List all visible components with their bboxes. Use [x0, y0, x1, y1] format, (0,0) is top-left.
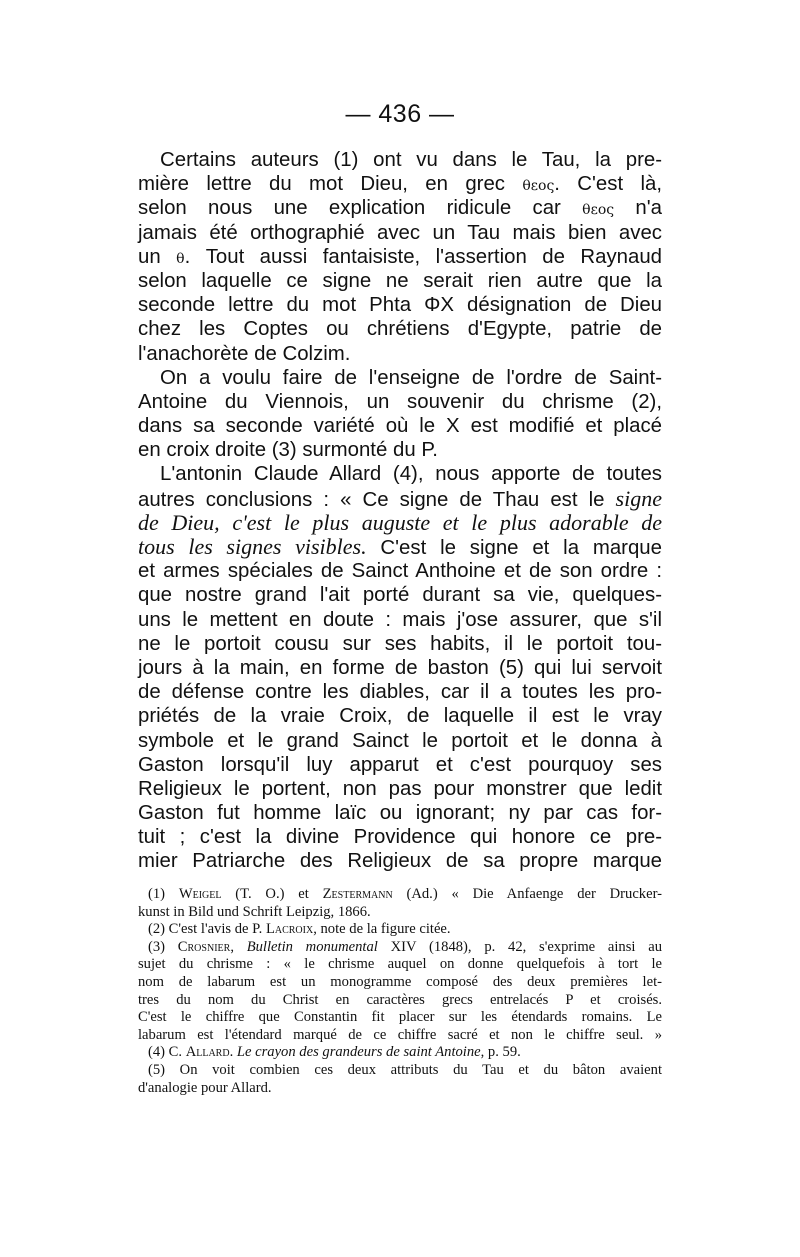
- text-line: uns le mettent en doute : mais j'ose assurer, que s'il: [138, 608, 662, 631]
- text-line: mière lettre du mot Dieu, en grec θεος. C'est là,: [138, 173, 662, 196]
- text-line: Religieux le portent, non pas pour monstrer que ledit: [138, 777, 662, 800]
- footnote-line: tres du nom du Christ en caractères grecs entrelacés P et croisés.: [138, 991, 662, 1008]
- text-line: de défense contre les diables, car il a toutes les pro-: [138, 681, 662, 704]
- text-line: que nostre grand l'ait porté durant sa vie, quelques-: [138, 584, 662, 607]
- text-line: jamais été orthographié avec un Tau mais bien avec: [138, 221, 662, 244]
- footnote-line: (3) Crosnier, Bulletin monumental XIV (1848), p. 42, s'exprime ainsi au: [148, 938, 662, 955]
- text-line: jours à la main, en forme de baston (5) qui lui servoit: [138, 656, 662, 679]
- text-line: et armes spéciales de Sainct Anthoine et de son ordre :: [138, 560, 662, 583]
- text-line: autres conclusions : « Ce signe de Thau est le signe: [138, 485, 662, 511]
- text-line: tous les signes visibles. C'est le signe et la marque: [138, 534, 662, 559]
- footnote-line: (2) C'est l'avis de P. Lacroix, note de la figure citée.: [148, 921, 451, 938]
- main-text: [138, 148, 662, 874]
- greek-word: θεος: [582, 202, 615, 219]
- text-line: selon nous une explication ridicule car θεος n'a: [138, 197, 662, 220]
- footnote-line: C'est le chiffre que Constantin fit placer sur les étendards romains. Le: [138, 1009, 662, 1026]
- text-line: L'antonin Claude Allard (4), nous apporte de toutes: [160, 463, 662, 486]
- italic-text: de Dieu, c'est le plus auguste et le plus adorable de: [138, 509, 662, 535]
- text-line: priétés de la vraie Croix, de laquelle il est le vray: [138, 705, 662, 728]
- italic-text: signe: [615, 485, 662, 511]
- text-line: ne le portoit cousu sur ses habits, il le portoit tou-: [138, 632, 662, 655]
- text-line: Certains auteurs (1) ont vu dans le Tau, la pre-: [160, 149, 662, 171]
- text-line: seconde lettre du mot Phta ΦX désignation de Dieu: [138, 294, 662, 317]
- footnote-line: sujet du chrisme : « le chrisme auquel on donne quelquefois à tort le: [138, 956, 662, 973]
- text-line: [138, 511, 662, 535]
- text-line: selon laquelle ce signe ne serait rien autre que la: [138, 269, 662, 292]
- footnote-line: nom de labarum est un monogramme composé des deux premières let-: [138, 973, 662, 990]
- footnote-line: labarum est l'étendard marqué de ce chiffre sacré et non le chiffre seul. »: [138, 1026, 662, 1043]
- footnote-line: (1) Weigel (T. O.) et Zestermann (Ad.) « Die Anfaenge der Drucker-: [148, 886, 663, 902]
- footnote-line: (4) C. Allard. Le crayon des grandeurs de saint Antoine, p. 59.: [148, 1044, 521, 1061]
- footnotes: [138, 886, 662, 1097]
- text-line: symbole et le grand Sainct le portoit et le donna à: [138, 729, 662, 752]
- italic-text: tous les signes visibles.: [138, 534, 367, 559]
- footnote-line: kunst in Bild und Schrift Leipzig, 1866.: [138, 903, 371, 920]
- text-line: Antoine du Viennois, un souvenir du chrisme (2),: [138, 390, 662, 413]
- text-line: mier Patriarche des Religieux de sa propre marque: [138, 850, 662, 873]
- greek-letter: θ: [176, 250, 185, 267]
- text-line: chez les Coptes ou chrétiens d'Egypte, patrie de: [138, 318, 662, 341]
- footnote-line: d'analogie pour Allard.: [138, 1079, 272, 1096]
- text-line: Gaston lorsqu'il luy apparut et c'est pourquoy ses: [138, 753, 662, 776]
- text-line: tuit ; c'est la divine Providence qui honore ce pre-: [138, 826, 662, 849]
- text-line: dans sa seconde variété où le X est modifié et placé: [138, 415, 662, 438]
- page-number: — 436 —: [345, 100, 455, 128]
- text-line: Gaston fut homme laïc ou ignorant; ny par cas for-: [138, 802, 662, 825]
- footnote-line: (5) On voit combien ces deux attributs du Tau et du bâton avaient: [148, 1061, 662, 1078]
- greek-word: θεος: [522, 178, 555, 195]
- text-line: un θ. Tout aussi fantaisiste, l'assertion de Raynaud: [138, 245, 662, 268]
- text-line: en croix droite (3) surmonté du P.: [138, 439, 438, 462]
- text-line: On a voulu faire de l'enseigne de l'ordre de Saint-: [160, 366, 662, 389]
- text-line: l'anachorète de Colzim.: [138, 342, 351, 365]
